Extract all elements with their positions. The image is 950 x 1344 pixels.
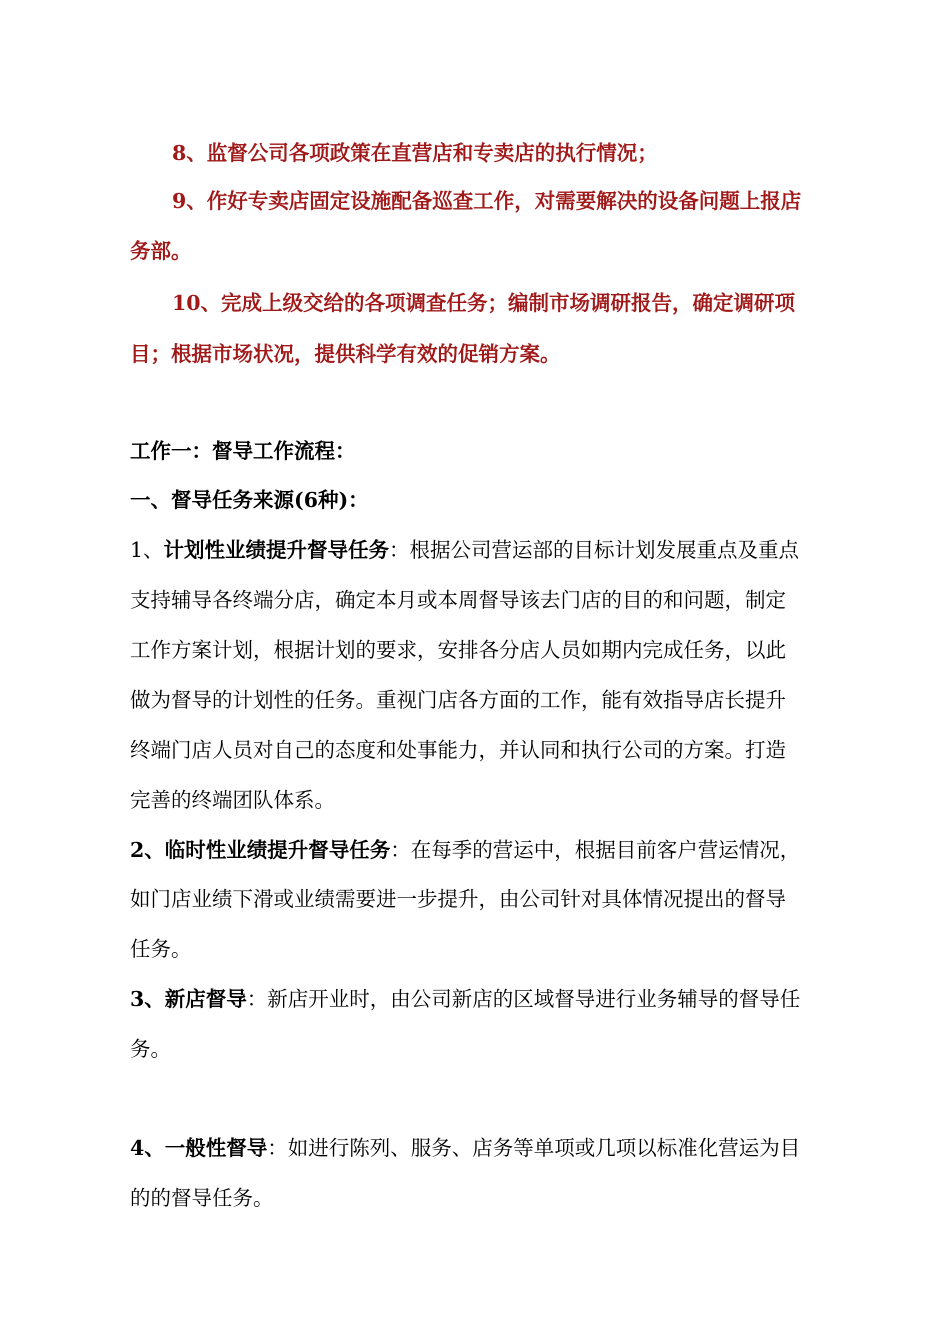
- item-4-number: 4、: [130, 1136, 165, 1160]
- item-2-number: 2、: [130, 838, 165, 862]
- item-2-text: ：在每季的营运中，根据目前客户营运情况，: [390, 838, 801, 862]
- item-3-line-1: [130, 986, 865, 1012]
- item-3-label: 新店督导: [164, 987, 247, 1011]
- item-1-number: 1、: [130, 538, 164, 562]
- item-1-line-3: 工作方案计划，根据计划的要求，安排各分店人员如期内完成任务，以此: [130, 638, 786, 662]
- item-1-line-6: 完善的终端团队体系。: [130, 788, 335, 812]
- subsection-title: 一、督导任务来源(6种)：: [130, 488, 369, 512]
- item-1-line-5: 终端门店人员对自己的态度和处事能力，并认同和执行公司的方案。打造: [130, 738, 786, 762]
- item-2-line-3: 任务。: [130, 937, 192, 961]
- item-1-line-2: 支持辅导各终端分店，确定本月或本周督导该去门店的目的和问题，制定: [130, 588, 786, 612]
- section-title: 工作一：督导工作流程：: [130, 439, 356, 463]
- item-1-line-1: [130, 537, 865, 563]
- item-4-line-2: 的的督导任务。: [130, 1186, 274, 1210]
- item-1-label: 计划性业绩提升督导任务: [163, 538, 390, 562]
- item-2-line-2: 如门店业绩下滑或业绩需要进一步提升，由公司针对具体情况提出的督导: [130, 887, 786, 911]
- duty-9-line-1: 9、作好专卖店固定设施配备巡查工作，对需要解决的设备问题上报店: [172, 189, 802, 213]
- item-3-number: 3、: [130, 987, 165, 1011]
- item-4-label: 一般性督导: [164, 1136, 268, 1160]
- duty-9-line-2: 务部。: [130, 239, 192, 263]
- item-4-text: ：如进行陈列、服务、店务等单项或几项以标准化营运为目: [267, 1136, 801, 1160]
- item-1-text: ：根据公司营运部的目标计划发展重点及重点: [389, 538, 800, 562]
- duty-10-line-1: 10、完成上级交给的各项调查任务；编制市场调研报告，确定调研项: [172, 291, 796, 315]
- item-3-text: ：新店开业时，由公司新店的区域督导进行业务辅导的督导任: [246, 987, 801, 1011]
- item-3-line-2: 务。: [130, 1037, 171, 1061]
- duty-8-line-1: 8、监督公司各项政策在直营店和专卖店的执行情况；: [172, 141, 658, 165]
- item-1-line-4: 做为督导的计划性的任务。重视门店各方面的工作，能有效指导店长提升: [130, 688, 786, 712]
- item-2-label: 临时性业绩提升督导任务: [164, 838, 391, 862]
- item-2-line-1: [130, 837, 865, 863]
- duty-10-line-2: 目；根据市场状况，提供科学有效的促销方案。: [130, 342, 561, 366]
- item-4-line-1: [130, 1135, 865, 1161]
